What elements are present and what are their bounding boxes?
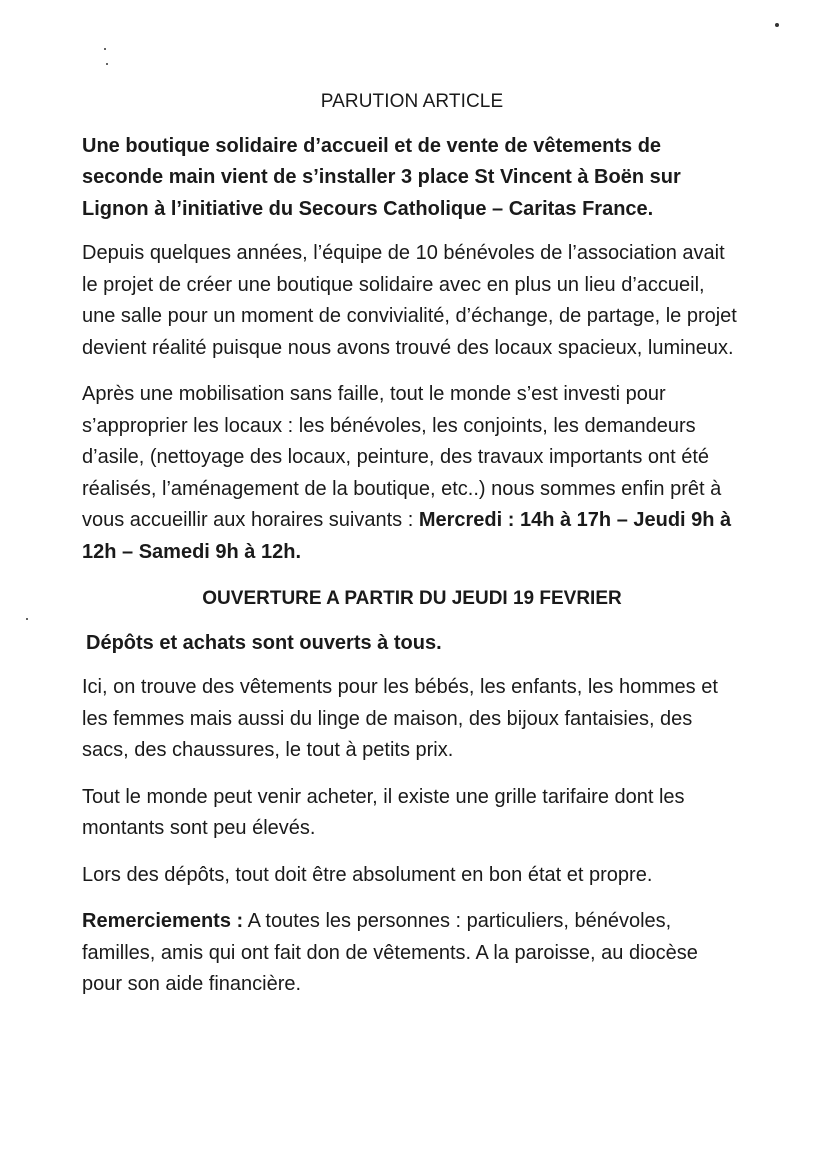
opening-announcement: OUVERTURE A PARTIR DU JEUDI 19 FEVRIER [202, 588, 622, 609]
opening-hours: Mercredi : 14h à 17h – Jeudi 9h à 12h – Samedi 9h à 12h. [82, 509, 732, 563]
article-title: PARUTION ARTICLE [320, 91, 504, 112]
mobilisation-text: Après une mobilisation sans faille, tout le monde s’est investi pour s’approprier les locaux : les bénévoles, les conjoints, les demandeurs d’asile, (nettoyage des locaux, peinture, des travaux importants ont été réalisés, l’aménagement de la boutique, etc..) nous sommes enfin prêt à vous accueillir aux horaires suivants : [82, 383, 722, 531]
deposits-statement: Dépôts et achats sont ouverts à tous. [86, 631, 442, 654]
paragraph-products: Ici, on trouve des vêtements pour les bébés, les enfants, les hommes et les femmes mais aussi du linge de maison, des bijoux fantaisies, des sacs, des chaussures, le tout à petits prix. [82, 676, 718, 761]
paragraph-pricing: Tout le monde peut venir acheter, il existe une grille tarifaire dont les montants sont peu élevés. [82, 785, 685, 839]
thanks-text: A toutes les personnes : particuliers, bénévoles, familles, amis qui ont fait don de vêtements. A la paroisse, au diocèse pour son aide financière. [82, 910, 698, 995]
thanks-label: Remerciements : [82, 910, 244, 932]
article-lead: Une boutique solidaire d’accueil et de vente de vêtements de seconde main vient de s’installer 3 place St Vincent à Boën sur Lignon à l’initiative du Secours Catholique – Caritas France. [82, 134, 681, 220]
paragraph-thanks [82, 906, 742, 1001]
scan-speck [775, 23, 779, 27]
scan-speck [106, 63, 108, 65]
scan-speck [104, 48, 106, 50]
paragraph-deposits: Lors des dépôts, tout doit être absolument en bon état et propre. [82, 863, 653, 886]
paragraph-mobilisation [82, 379, 742, 568]
paragraph-intro: Depuis quelques années, l’équipe de 10 bénévoles de l’association avait le projet de créer une boutique solidaire avec en plus un lieu d’accueil, une salle pour un moment de convivialité, d’échange, de partage, le projet devient réalité puisque nous avons trouvé des locaux spacieux, lumineux. [82, 242, 737, 359]
scan-speck [26, 618, 28, 620]
article-page [82, 86, 742, 1016]
